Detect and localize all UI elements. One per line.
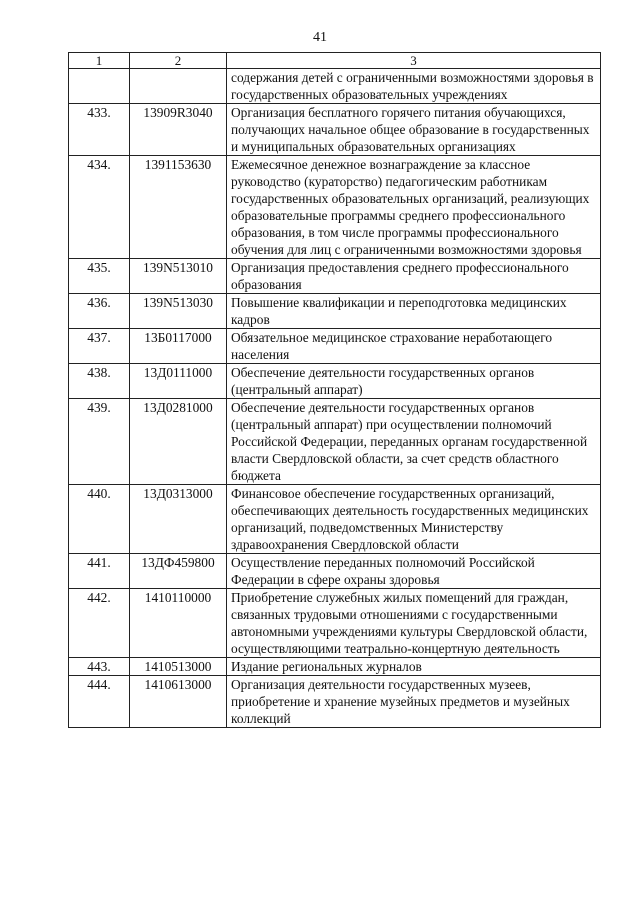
table-row [69,554,601,589]
page-number: 41 [313,30,327,45]
row-description: Повышение квалификации и переподготовка медицинских кадров [227,294,601,329]
budget-table [68,52,601,728]
table-row [69,589,601,658]
row-number: 443. [69,658,130,676]
column-header-2: 2 [130,53,227,69]
row-description: Обеспечение деятельности государственных органов (центральный аппарат) при осуществлении полномочий Российской Федерации, переданных органам государственной власти Свердловской области, за счет средств областного бюджета [227,399,601,485]
row-description: Обязательное медицинское страхование неработающего населения [227,329,601,364]
row-description: Издание региональных журналов [227,658,601,676]
row-description: Приобретение служебных жилых помещений для граждан, связанных трудовыми отношениями с государственными автономными учреждениями культуры Свердловской области, осуществляющими театрально-концертную деятельность [227,589,601,658]
table-row [69,485,601,554]
budget-code [130,69,227,104]
budget-code: 1410613000 [130,676,227,728]
row-number: 440. [69,485,130,554]
row-number: 442. [69,589,130,658]
column-header-1: 1 [69,53,130,69]
budget-code: 13Д0281000 [130,399,227,485]
budget-code: 139N513010 [130,259,227,294]
budget-code: 13Д0111000 [130,364,227,399]
budget-code: 13ДФ459800 [130,554,227,589]
budget-code: 13Б0117000 [130,329,227,364]
row-number: 444. [69,676,130,728]
header-row [69,53,601,69]
budget-code: 1410110000 [130,589,227,658]
row-number: 439. [69,399,130,485]
table-row [69,658,601,676]
row-number: 434. [69,156,130,259]
table-row [69,156,601,259]
table-row [69,329,601,364]
row-number: 435. [69,259,130,294]
table-row [69,399,601,485]
row-description: Осуществление переданных полномочий Российской Федерации в сфере охраны здоровья [227,554,601,589]
row-number: 433. [69,104,130,156]
budget-code: 13Д0313000 [130,485,227,554]
table-body [69,69,601,728]
budget-code: 139N513030 [130,294,227,329]
table-row [69,364,601,399]
row-number: 438. [69,364,130,399]
row-description: Обеспечение деятельности государственных органов (центральный аппарат) [227,364,601,399]
row-number: 436. [69,294,130,329]
row-number: 437. [69,329,130,364]
row-description: Организация бесплатного горячего питания обучающихся, получающих начальное общее образование в государственных и муниципальных образовательных организациях [227,104,601,156]
row-description: Финансовое обеспечение государственных организаций, обеспечивающих деятельность государственных медицинских организаций, подведомственных Министерству здравоохранения Свердловской области [227,485,601,554]
budget-code: 13909R3040 [130,104,227,156]
row-description: Организация предоставления среднего профессионального образования [227,259,601,294]
table-row [69,259,601,294]
row-description: Ежемесячное денежное вознаграждение за классное руководство (кураторство) педагогическим работникам государственных образовательных организаций, реализующих образовательные программы среднего профессионального образования, в том числе программы профессионального обучения для лиц с ограниченными возможностями здоровья [227,156,601,259]
budget-code: 1410513000 [130,658,227,676]
table-row [69,676,601,728]
table-row [69,294,601,329]
row-description: Организация деятельности государственных музеев, приобретение и хранение музейных предметов и музейных коллекций [227,676,601,728]
row-number [69,69,130,104]
table-row [69,104,601,156]
row-description: содержания детей с ограниченными возможностями здоровья в государственных образовательных учреждениях [227,69,601,104]
table-row [69,69,601,104]
column-header-3: 3 [227,53,601,69]
row-number: 441. [69,554,130,589]
budget-code: 1391153630 [130,156,227,259]
